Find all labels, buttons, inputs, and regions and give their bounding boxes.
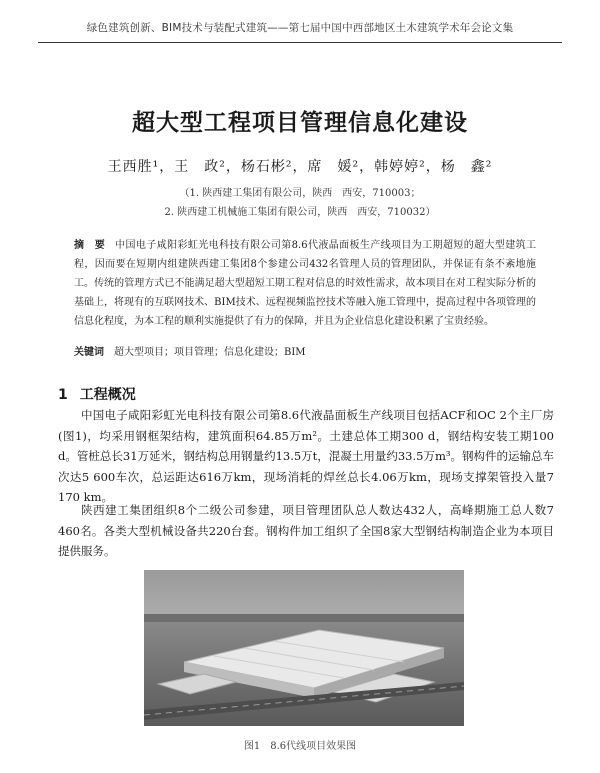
header-rule [38,42,562,43]
section-number: 1 [58,387,68,403]
paragraph-text: 中国电子咸阳彩虹光电科技有限公司第8.6代液晶面板生产线项目包括ACF和OC 2个主厂房(图1)，均采用钢框架结构，建筑面积64.85万m²。土建总体工期300 d，钢结构安装工期100 d。管桩总长31万延米，钢结构总用钢量约13.5万t，混凝土用量约33.5万m³。钢构件的运输总车次达5 600车次，总运距达616万km，现场消耗的焊丝总长4.06万km，现场支撑架管投入量7 170 km。 [58,408,554,504]
body-paragraph-1 [58,405,554,508]
running-header: 绿色建筑创新、BIM技术与装配式建筑——第七届中国中西部地区土木建筑学术年会论文集 [86,22,514,34]
keywords-text: 超大型项目；项目管理；信息化建设；BIM [114,347,306,358]
affiliation-2: 2. 陕西建工机械施工集团有限公司，陕西 西安，710032） [164,207,436,218]
figure-rendering [144,570,464,726]
keywords [74,343,536,358]
body-paragraph-2 [58,500,554,562]
abstract [74,236,536,331]
abstract-text: 中国电子咸阳彩虹光电科技有限公司第8.6代液晶面板生产线项目为工期超短的超大型建筑工程，因而要在短期内组建陕西建工集团8个参建公司432名管理人员的管理团队，并保证有条不紊地施工。传统的管理方式已不能满足超大型超短工期工程对信息的时效性需求，故本项目在对工程实际分析的基础上，将现有的互联网技术、BIM技术、远程视频监控技术等融入施工管理中，提高过程中各项管理的信息化程度，为本工程的顺利实施提供了有力的保障，并且为企业信息化建设积累了宝贵经验。 [74,240,537,327]
affiliation-1: （1. 陕西建工集团有限公司，陕西 西安，710003； [179,188,421,199]
figure-caption: 图1 8.6代线项目效果图 [243,741,357,752]
section-heading [58,384,136,404]
author-list: 王西胜¹，王 政²，杨石彬²，席 媛²，韩婷婷²，杨 鑫² [107,159,493,175]
paragraph-text: 陕西建工集团组织8个二级公司参建，项目管理团队总人数达432人，高峰期施工总人数7 460名。各类大型机械设备共220台套。钢构件加工组织了全国8家大型钢结构制造企业为本项目提供服务。 [58,503,554,558]
abstract-label: 摘 要 [74,240,106,251]
paper-title: 超大型工程项目管理信息化建设 [132,110,468,136]
section-title: 工程概况 [79,387,136,403]
factory-aerial-image [144,570,464,726]
keywords-label: 关键词 [74,347,104,358]
